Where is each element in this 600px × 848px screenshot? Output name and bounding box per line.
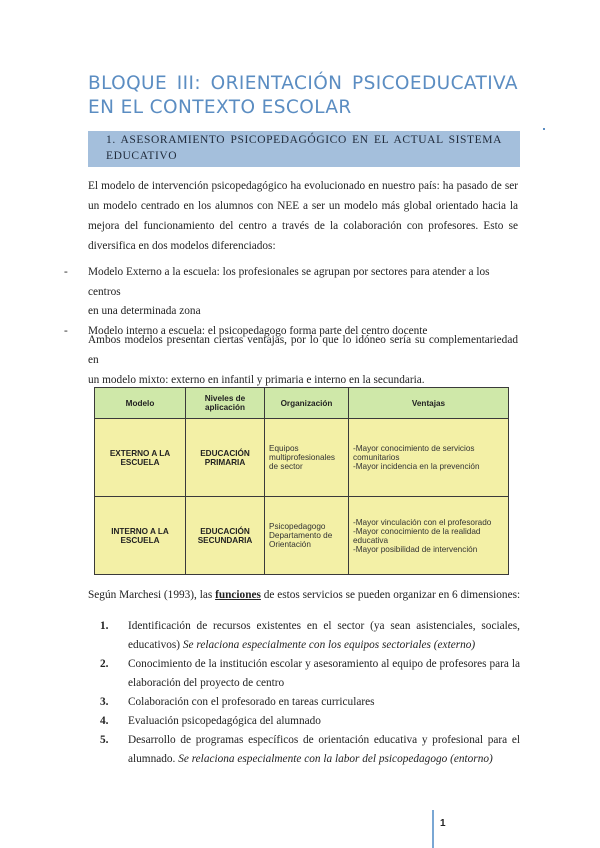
table-cell-modelo: INTERNO A LA ESCUELA — [95, 497, 186, 575]
table-cell-ventajas — [349, 419, 509, 497]
list-item-line: Conocimiento de la institución escolar y asesoramiento al equipo de profesores para la — [128, 658, 520, 670]
table-header: Modelo — [95, 388, 186, 419]
table-header: Niveles de aplicación — [186, 388, 265, 419]
marchesi-text-before: Según Marchesi (1993), las — [88, 589, 216, 601]
table-cell-niveles: EDUCACIÓN PRIMARIA — [186, 419, 265, 497]
ventaja-item: -Mayor conocimiento de servicios comunitarios — [353, 444, 475, 462]
models-table — [94, 387, 509, 575]
list-item-line: Identificación de recursos existentes en el sector (ya sean asistenciales, sociales, — [128, 620, 520, 632]
list-item — [100, 617, 520, 655]
list-item — [100, 693, 520, 712]
list-item-line: alumnado. — [128, 753, 179, 765]
ventaja-item: -Mayor conocimiento de la realidad educativa — [353, 526, 481, 545]
list-item-line: elaboración del proyecto de centro — [128, 677, 285, 689]
intro-line-2: un modelo centrado en los alumnos con NEE a ser un modelo más global orientado hacia la — [88, 200, 518, 212]
intro-line-3: mejora del funcionamiento del centro a través de la colaboración con profesores. Esto se — [88, 220, 518, 232]
bullet-dash: - — [64, 266, 68, 278]
bullet-1-line-2: en una determinada zona — [88, 305, 201, 317]
table-cell-organizacion: Psicopedagogo Departamento de Orientación — [265, 497, 349, 575]
section-heading — [88, 131, 520, 167]
table-header: Organización — [265, 388, 349, 419]
list-item-note: Se relaciona especialmente con la labor del psicopedagogo (entorno) — [178, 753, 493, 765]
bullet-dash: - — [64, 324, 68, 337]
decorative-dot — [543, 128, 545, 130]
intro-paragraph — [88, 176, 518, 256]
list-item — [100, 712, 520, 731]
marchesi-text-after: de estos servicios se pueden organizar en 6 dimensiones: — [260, 589, 521, 601]
title-line-1: BLOQUE III: ORIENTACIÓN PSICOEDUCATIVA — [88, 73, 518, 94]
list-item-line: educativos) — [128, 639, 183, 651]
bullet-external-model — [64, 263, 524, 322]
title-line-2: EN EL CONTEXTO ESCOLAR — [88, 97, 352, 118]
marchesi-paragraph — [88, 586, 528, 604]
list-item-line: Evaluación psicopedagógica del alumnado — [128, 715, 321, 727]
intro-line-4: diversifica en dos modelos diferenciados: — [88, 240, 276, 252]
ambos-paragraph — [88, 330, 518, 390]
list-number: 4. — [100, 715, 109, 727]
section-heading-line-2: EDUCATIVO — [106, 149, 178, 162]
page-number-rule — [432, 810, 434, 848]
ventaja-item: -Mayor vinculación con el profesorado — [353, 517, 492, 527]
bullet-1-line-1: Modelo Externo a la escuela: los profesionales se agrupan por sectores para atender a los centros — [88, 266, 490, 298]
section-heading-line-1: 1. ASESORAMIENTO PSICOPEDAGÓGICO EN EL ACTUAL SISTEMA — [106, 134, 502, 146]
list-number: 2. — [100, 658, 109, 670]
table-cell-organizacion: Equipos multiprofesionales de sector — [265, 419, 349, 497]
ambos-line-2: un modelo mixto: externo en infantil y primaria e interno en la secundaria. — [88, 374, 425, 386]
list-item — [100, 655, 520, 693]
table-cell-niveles: EDUCACIÓN SECUNDARIA — [186, 497, 265, 575]
bullet-2-text: Modelo interno a escuela: el psicopedagogo forma parte del centro docente — [88, 324, 428, 337]
intro-line-1: El modelo de intervención psicopedagógico ha evolucionado en nuestro país: ha pasado de ser — [88, 180, 518, 192]
funciones-term: funciones — [215, 589, 261, 601]
list-item-note: Se relaciona especialmente con los equipos sectoriales (externo) — [182, 639, 476, 651]
list-number: 5. — [100, 734, 109, 746]
ventaja-item: -Mayor posibilidad de intervención — [353, 544, 478, 554]
table-cell-modelo: EXTERNO A LA ESCUELA — [95, 419, 186, 497]
table-header-row — [95, 388, 509, 419]
page-number: 1 — [440, 818, 446, 829]
table-header: Ventajas — [349, 388, 509, 419]
list-item-line: Colaboración con el profesorado en tareas curriculares — [128, 696, 375, 708]
ventaja-item: -Mayor incidencia en la prevención — [353, 462, 480, 471]
list-number: 3. — [100, 696, 109, 708]
table-row — [95, 419, 509, 497]
list-item-line: Desarrollo de programas específicos de orientación educativa y profesional para el — [128, 734, 520, 746]
page-title — [88, 72, 518, 120]
ambos-line-1: Ambos modelos presentan ciertas ventajas, por lo que lo idóneo sería su complementariedad en — [88, 334, 518, 366]
functions-list — [100, 617, 520, 769]
table-cell-ventajas — [349, 497, 509, 575]
table-row — [95, 497, 509, 575]
list-number: 1. — [100, 620, 109, 632]
list-item — [100, 731, 520, 769]
